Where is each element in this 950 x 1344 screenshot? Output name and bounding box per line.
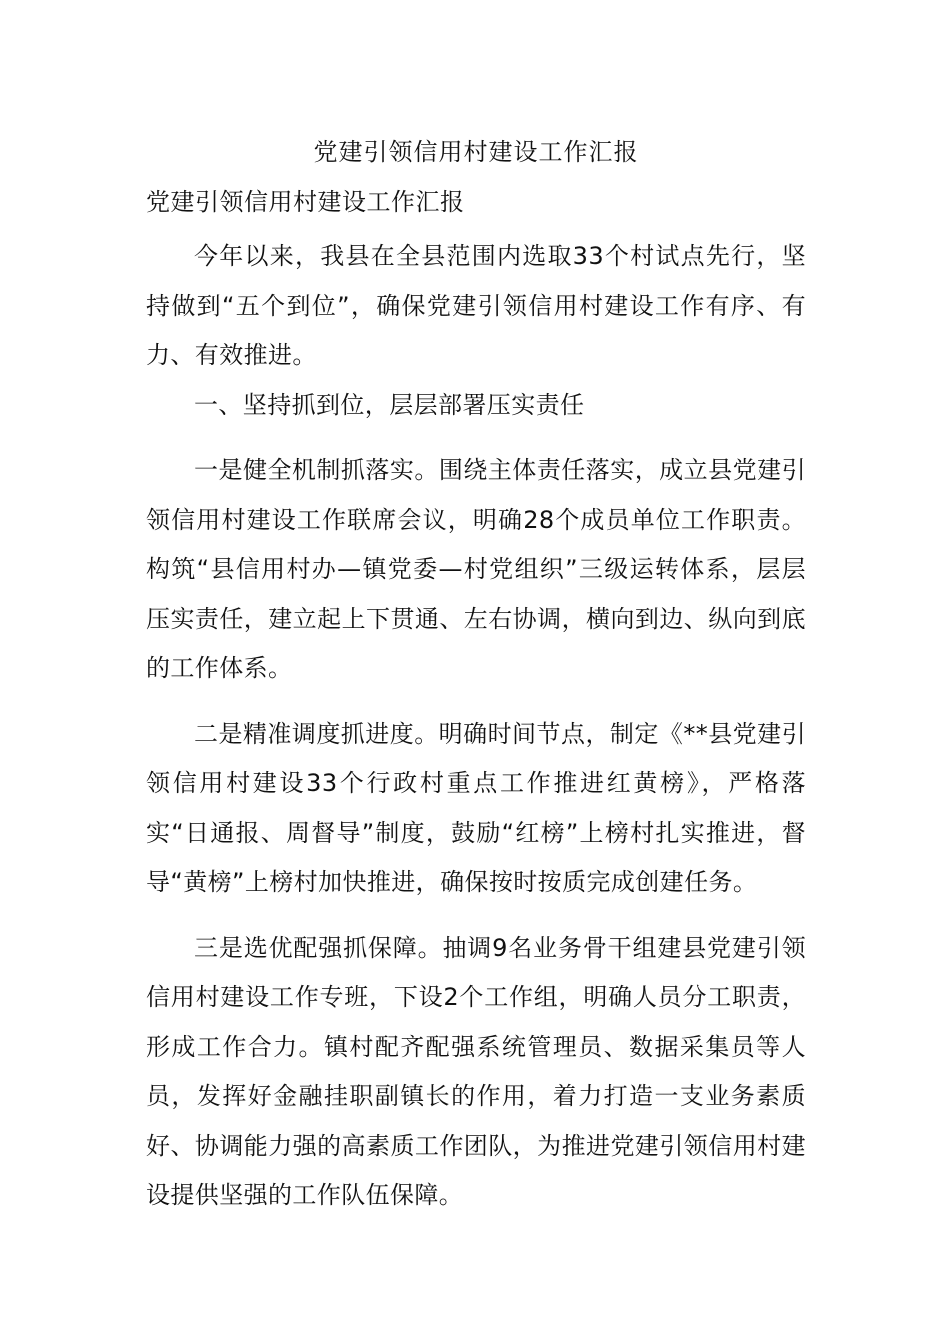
document-title: 党建引领信用村建设工作汇报 [313,138,639,166]
document-subtitle: 党建引领信用村建设工作汇报 [146,188,465,216]
document-body [146,134,806,1221]
body-paragraph: 一是健全机制抓落实。围绕主体责任落实，成立县党建引领信用村建设工作联席会议，明确28个成员单位工作职责。构筑“县信用村办—镇党委—村党组织”三级运转体系，层层压实责任，建立起上下贯通、左右协调，横向到边、纵向到底的工作体系。 [146,456,806,682]
body-paragraph: 二是精准调度抓进度。明确时间节点，制定《**县党建引领信用村建设33个行政村重点工作推进红黄榜》，严格落实“日通报、周督导”制度，鼓励“红榜”上榜村扎实推进，督导“黄榜”上榜村加快推进，确保按时按质完成创建任务。 [146,719,806,896]
body-paragraph: 三是选优配强抓保障。抽调9名业务骨干组建县党建引领信用村建设工作专班，下设2个工作组，明确人员分工职责，形成工作合力。镇村配齐配强系统管理员、数据采集员等人员，发挥好金融挂职副镇长的作用，着力打造一支业务素质好、协调能力强的高素质工作团队，为推进党建引领信用村建设提供坚强的工作队伍保障。 [146,933,806,1209]
intro-paragraph: 今年以来，我县在全县范围内选取33个村试点先行，坚持做到“五个到位”，确保党建引领信用村建设工作有序、有力、有效推进。 [146,242,806,369]
section-heading: 一、坚持抓到位，层层部署压实责任 [194,390,585,419]
